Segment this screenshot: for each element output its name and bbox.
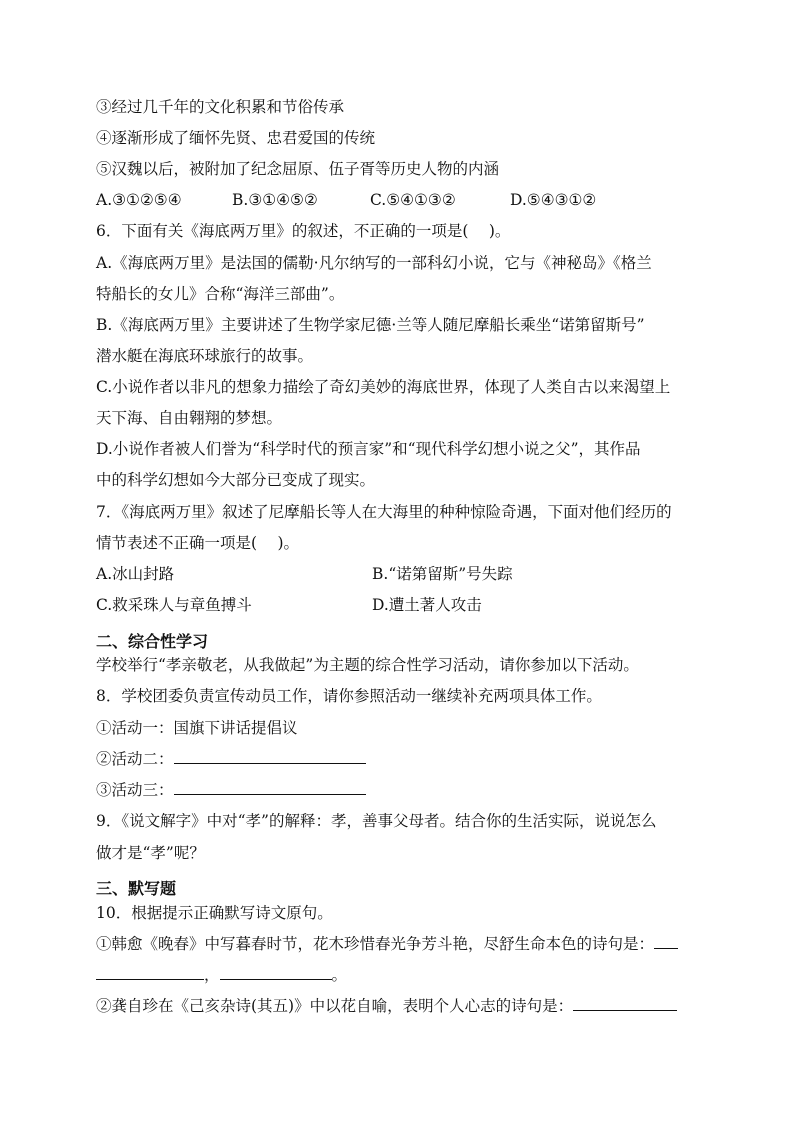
q6-option-a-line2: 特船长的女儿》合称“海洋三部曲”。 (96, 285, 345, 303)
q8-activity-3-blank[interactable] (174, 780, 366, 795)
q10-prompt-1-text: ①韩愈《晚春》中写暮春时节，花木珍惜春光争芳斗艳，尽舒生命本色的诗句是： (96, 935, 655, 953)
q6-option-d-line1: D.小说作者被人们誉为“科学时代的预言家”和“现代科学幻想小说之父”，其作品 (96, 440, 641, 458)
q7-option-b: B.“诺第留斯”号失踪 (372, 565, 513, 583)
q10-prompt-2 (96, 996, 677, 1016)
q10-blank-1b[interactable] (96, 965, 204, 980)
q7-stem-line2: 情节表述不正确一项是( )。 (96, 534, 300, 552)
q6-option-c-line1: C.小说作者以非凡的想象力描绘了奇幻美妙的海底世界，体现了人类自古以来渴望上 (96, 378, 671, 396)
q10-blank-1a[interactable] (654, 934, 678, 949)
q7-stem-line1: 7．《海底两万里》叙述了尼摩船长等人在大海里的种种惊险奇遇，下面对他们经历的 (96, 503, 672, 521)
q7-option-c: C.救采珠人与章鱼搏斗 (96, 596, 252, 614)
q10-stem: 10．根据提示正确默写诗文原句。 (96, 904, 333, 922)
q8-activity-1: ①活动一：国旗下讲话提倡议 (96, 719, 298, 737)
q5-option-d: D.⑤④③①② (510, 191, 597, 209)
q5-option-c: C.⑤④①③② (370, 191, 456, 209)
q5-item-3: ③经过几千年的文化积累和节俗传承 (96, 98, 345, 116)
q6-option-b-line2: 潜水艇在海底环球旅行的故事。 (96, 347, 314, 365)
q5-option-a: A.③①②⑤④ (96, 191, 182, 209)
q5-item-5: ⑤汉魏以后，被附加了纪念屈原、伍子胥等历史人物的内涵 (96, 160, 500, 178)
q8-activity-2-label: ②活动二： (96, 750, 174, 768)
q6-option-c-line2: 天下海、自由翱翔的梦想。 (96, 409, 283, 427)
q7-option-a: A.冰山封路 (96, 565, 175, 583)
q10-prompt-1 (96, 934, 678, 954)
q8-activity-3 (96, 780, 366, 800)
q10-blank-2[interactable] (573, 996, 677, 1011)
section-2-title: 二、综合性学习 (96, 632, 209, 651)
q9-stem-line1: 9．《说文解字》中对“孝”的解释：孝，善事父母者。结合你的生活实际，说说怎么 (96, 812, 657, 830)
q10-prompt-1-cont (96, 965, 347, 985)
q6-option-d-line2: 中的科学幻想如今大部分已变成了现实。 (96, 471, 376, 489)
q10-prompt-2-text: ②龚自珍在《己亥杂诗(其五)》中以花自喻，表明个人心志的诗句是： (96, 997, 574, 1015)
q10-period: 。 (331, 966, 348, 984)
q8-activity-3-label: ③活动三： (96, 781, 174, 799)
q6-stem: 6．下面有关《海底两万里》的叙述，不正确的一项是( )。 (96, 222, 511, 240)
q10-blank-1c[interactable] (220, 965, 332, 980)
q8-activity-2-blank[interactable] (174, 749, 366, 764)
section-3-title: 三、默写题 (96, 879, 177, 898)
section-2-intro: 学校举行“孝亲敬老，从我做起”为主题的综合性学习活动，请你参加以下活动。 (96, 656, 639, 674)
q7-option-d: D.遭土著人攻击 (372, 596, 482, 614)
q9-stem-line2: 做才是“孝”呢？ (96, 844, 205, 862)
q6-option-a-line1: A.《海底两万里》是法国的儒勒·凡尔纳写的一部科幻小说，它与《神秘岛》《格兰 (96, 254, 652, 272)
q6-option-b-line1: B.《海底两万里》主要讲述了生物学家尼德·兰等人随尼摩船长乘坐“诺第留斯号” (96, 316, 645, 334)
q5-option-b: B.③①④⑤② (232, 191, 318, 209)
q8-activity-2 (96, 749, 366, 769)
q10-comma: ， (204, 966, 220, 984)
q8-stem: 8．学校团委负责宣传动员工作，请你参照活动一继续补充两项具体工作。 (96, 687, 602, 705)
q5-item-4: ④逐渐形成了缅怀先贤、忠君爱国的传统 (96, 129, 376, 147)
